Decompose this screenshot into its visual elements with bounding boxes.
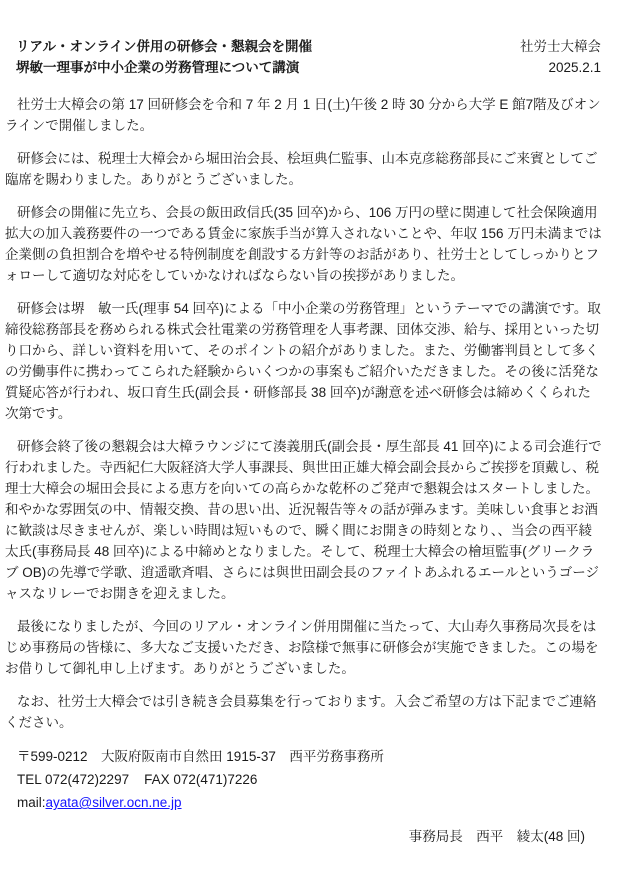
header-meta <box>520 36 603 78</box>
paragraph-recruitment: なお、社労士大樟会では引き続き会員募集を行っております。入会ご希望の方は下記までご連絡ください。 <box>5 694 597 730</box>
contact-fax: FAX 072(471)7226 <box>144 772 258 787</box>
contact-tel-fax-line <box>17 768 603 791</box>
contact-tel: TEL 072(472)2297 <box>17 772 130 787</box>
doc-date: 2025.2.1 <box>548 60 601 75</box>
paragraph-thanks: 最後になりましたが、今回のリアル・オンライン併用開催に当たって、大山寿久事務局次長をはじめ事務局の皆様に、多大なご支援いただき、お陰様で無事に研修会が実施できました。この場をお借りして御礼申し上げます。ありがとうございました。 <box>5 619 599 676</box>
contact-address: 〒599-0212 大阪府阪南市自然田 1915-37 西平労務事務所 <box>17 749 384 764</box>
contact-mail-line <box>17 791 603 814</box>
paragraph-party: 研修会終了後の懇親会は大樟ラウンジにて湊義朋氏(副会長・厚生部長 41 回卒)による司会進行で行われました。寺西紀仁大阪経済大学人事課長、與世田正雄大樟会副会長からご挨拶を頂戴し、税理士大樟会の堀田会長による恵方を向いての高らかな乾杯のご発声で懇親会はスタートしました。和やかな雰囲気の中、情報交換、昔の思い出、近況報告等々の話が弾みます。美味しい食事とお酒に歓談は尽きませんが、楽しい時間は短いもので、瞬く間にお開きの時刻となり、、当会の西平綾太氏(事務局長 48 回卒)による中締めとなりました。そして、税理士大樟会の檜垣監事(グリークラブ OB)の先導で学歌、逍遥歌斉唱、さらには與世田副会長のファイトあふれるエールというゴージャスなリレーでお開きを迎えました。 <box>5 439 602 601</box>
paragraph-chairman-greeting: 研修会の開催に先立ち、会長の飯田政信氏(35 回卒)から、106 万円の壁に関連して社会保険適用拡大の加入義務要件の一つである賃金に家族手当が算入されないことや、年収 156 万円未満までは企業側の負担割合を増やせる特例制度を創設する方針等のお話があり、社労士としてしっかりとフォローして適切な対応をしていかなければならない旨の挨拶がありました。 <box>5 205 602 283</box>
mail-label: mail: <box>17 795 46 810</box>
org-name: 社労士大樟会 <box>520 39 601 54</box>
paragraph-guests: 研修会には、税理士大樟会から堀田治会長、桧垣典仁監事、山本克彦総務部長にご来賓としてご臨席を賜わりました。ありがとうございました。 <box>5 151 598 187</box>
paragraph-opening: 社労士大樟会の第 17 回研修会を令和 7 年 2 月 1 日(土)午後 2 時 30 分から大学 E 館7階及びオンラインで開催しました。 <box>5 97 601 133</box>
email-link[interactable]: ayata@silver.ocn.ne.jp <box>45 795 182 810</box>
contact-block <box>5 745 603 814</box>
tel-fax-gap <box>129 772 144 787</box>
headline <box>5 36 312 78</box>
paragraph-lecture: 研修会は堺 敏一氏(理事 54 回卒)による「中小企業の労務管理」というテーマでの講演です。取締役総務部長を務められる株式会社電業の労務管理を人事考課、団体交渉、給与、採用といった切り口から、詳しい資料を用いて、そのポイントの紹介がありました。また、労働審判員として多くの労働事件に携わってこられた経験からいくつかの事案もご紹介いただきました。その後に活発な質疑応答が行われ、坂口育生氏(副会長・研修部長 38 回卒)が謝意を述べ研修会は締めくくられた次第です。 <box>5 301 601 421</box>
headline-line1: リアル・オンライン併用の研修会・懇親会を開催 <box>16 39 313 54</box>
headline-line2: 堺敏一理事が中小企業の労務管理について講演 <box>16 60 300 75</box>
document-header <box>5 36 603 78</box>
signature: 事務局長 西平 綾太(48 回) <box>408 829 585 844</box>
